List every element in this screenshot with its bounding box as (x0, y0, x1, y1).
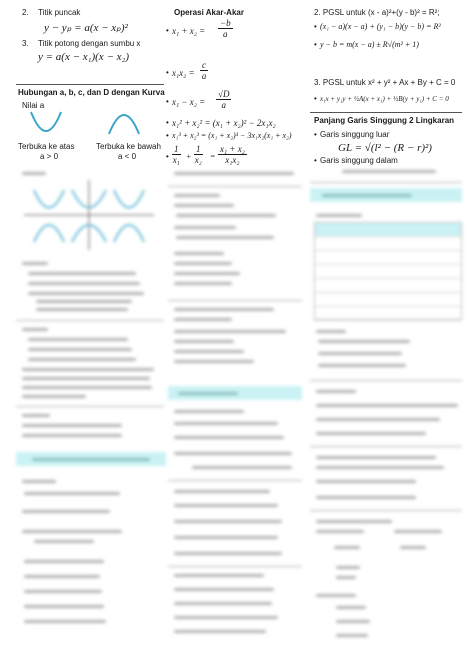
plus-sign: + (186, 152, 192, 161)
garis-singgung-luar-label: Garis singgung luar (320, 130, 390, 139)
section-divider (16, 84, 164, 85)
section-title-operasi-akar: Operasi Akar-Akar (174, 8, 244, 17)
pgsl-general-circle-formula: x₁x + y₁y + ½A(x + x₁) + ½B(y + y₁) + C = 0 (320, 95, 449, 103)
reciprocal-b-fraction (194, 144, 203, 165)
bullet-dot-icon: • (314, 40, 317, 49)
bullet-dot-icon: • (314, 130, 317, 139)
section-divider (310, 112, 462, 113)
bullet-dot-icon: • (166, 68, 169, 77)
garis-singgung-dalam-label: Garis singgung dalam (320, 156, 398, 165)
sum-roots-fraction (218, 18, 233, 39)
bullet-dot-icon: • (314, 94, 317, 103)
reciprocal-result-fraction (218, 144, 247, 165)
reciprocal-a-denominator: x₁ (172, 155, 180, 165)
bullet-dot-icon: • (314, 156, 317, 165)
bullet-dot-icon: • (166, 97, 169, 106)
bullet-dot-icon: • (166, 118, 169, 127)
reciprocal-b-denominator: x₂ (194, 155, 202, 165)
formula-titik-puncak: y − yₚ = a(x − xₚ)² (44, 22, 128, 34)
formula-titik-potong: y = a(x − x₁)(x − x₂) (38, 51, 129, 63)
item-2-label: Titik puncak (38, 8, 81, 17)
section-title-panjang-garis-singgung: Panjang Garis Singgung 2 Lingkaran (314, 116, 455, 125)
sum-of-cubes-formula: x₁³ + x₂³ = (x₁ + x₂)³ − 3x₁x₂(x₁ + x₂) (172, 131, 292, 140)
sum-roots-denominator: a (223, 29, 228, 39)
terbuka-atas-condition: a > 0 (40, 152, 59, 161)
parabola-up-icon (28, 110, 64, 134)
item-2-number: 2. (22, 8, 29, 17)
equals-sign: = (210, 152, 216, 161)
reciprocal-a-numerator: 1 (174, 144, 179, 154)
reciprocal-result-denominator: x₁x₂ (225, 155, 240, 165)
difference-roots-lhs: x₁ − x₂ = (172, 97, 206, 107)
bullet-dot-icon: • (314, 22, 317, 31)
pgsl-circle-center-formula-2: y − b = m(x − a) ± R√(m² + 1) (320, 40, 419, 49)
item-3-label: Titik potong dengan sumbu x (38, 39, 141, 48)
garis-singgung-luar-formula: GL = √(l² − (R − r)²) (338, 142, 432, 154)
product-roots-fraction (200, 60, 208, 81)
column-middle (166, 0, 306, 670)
product-roots-lhs: x₁x₂ = (172, 68, 195, 78)
nilai-a-label: Nilai a (22, 101, 45, 110)
column-right (314, 0, 464, 670)
product-roots-numerator: c (202, 60, 206, 70)
terbuka-atas-label: Terbuka ke atas (18, 142, 75, 151)
reciprocal-a-fraction (172, 144, 181, 165)
bullet-dot-icon: • (166, 26, 169, 35)
pgsl-circle-center-formula-1: (x₁ − a)(x − a) + (y₁ − b)(y − b) = R² (320, 22, 441, 31)
reciprocal-result-numerator: x₁ + x₂ (220, 144, 245, 154)
sum-of-squares-formula: x₁² + x₂² = (x₁ + x₂)² − 2x₁x₂ (172, 118, 276, 128)
reciprocal-b-numerator: 1 (196, 144, 201, 154)
difference-roots-fraction (216, 89, 231, 110)
difference-roots-numerator: √D (218, 89, 230, 99)
bullet-dot-icon: • (166, 152, 169, 161)
parabola-down-icon (106, 112, 142, 136)
product-roots-denominator: a (201, 71, 207, 81)
pgsl-general-circle-label: 3. PGSL untuk x² + y² + Ax + By + C = 0 (314, 78, 456, 87)
sum-roots-numerator: −b (220, 18, 231, 28)
column-left (18, 0, 165, 670)
item-3-number: 3. (22, 39, 29, 48)
terbuka-bawah-condition: a < 0 (118, 152, 137, 161)
sum-roots-lhs: x₁ + x₂ = (172, 26, 206, 36)
section-title-hubungan: Hubungan a, b, c, dan D dengan Kurva (18, 88, 165, 97)
terbuka-bawah-label: Terbuka ke bawah (96, 142, 161, 151)
pgsl-circle-center-label: 2. PGSL untuk (x - a)²+(y - b)² = R²; (314, 8, 440, 17)
difference-roots-denominator: a (221, 100, 226, 110)
bullet-dot-icon: • (166, 131, 169, 140)
